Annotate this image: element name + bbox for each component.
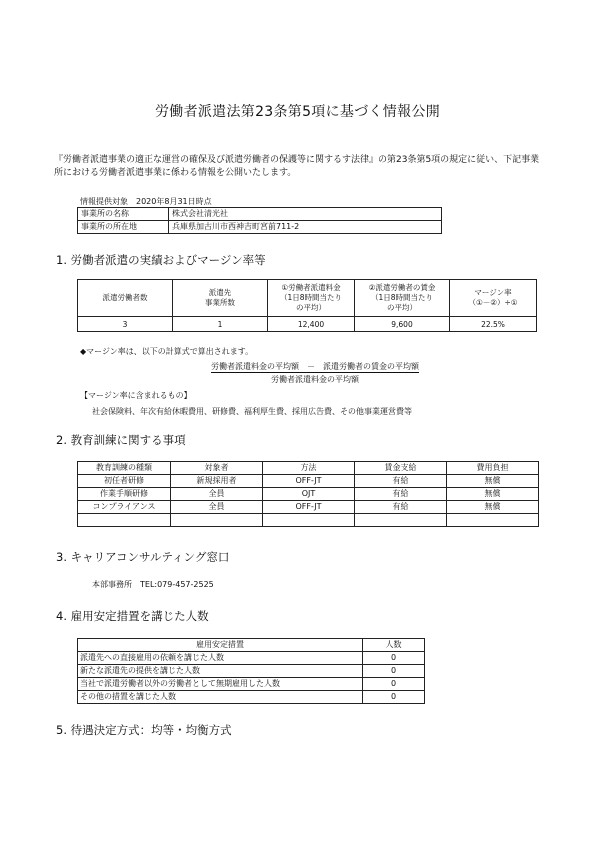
table-cell: 派遣先への直接雇用の依頼を講じた人数 (78, 652, 363, 665)
table-row (78, 317, 537, 332)
table-cell: 0 (363, 665, 425, 678)
col-header: 対象者 (171, 462, 263, 475)
office-address-value: 兵庫県加古川市西神吉町宮前711-2 (169, 221, 442, 234)
col-header: 賃金支給 (355, 462, 447, 475)
table-row (78, 221, 442, 234)
table-row (78, 691, 425, 704)
col-header: マージン率 （①－②）÷① (450, 280, 537, 317)
col-header: 人数 (363, 639, 425, 652)
col-header: ②派遣労働者の賃金 （1日8時間当たり の平均） (355, 280, 450, 317)
table-cell: OFF-JT (263, 475, 355, 488)
section3-heading: 3. キャリアコンサルティング窓口 (56, 550, 230, 564)
col-header: 費用負担 (447, 462, 539, 475)
table-row (78, 678, 425, 691)
section5-heading: 5. 待遇決定方式：均等・均衡方式 (56, 723, 232, 737)
table-row (78, 501, 539, 514)
table-cell: 全員 (171, 488, 263, 501)
intro-text: 『労働者派遣事業の適正な運営の確保及び派遣労働者の保護等に関するす法律』の第23条第5項の規定に従い、下記事業所における労働者派遣事業に係わる情報を公開いたします。 (54, 155, 540, 178)
section4-heading: 4. 雇用安定措置を講じた人数 (56, 609, 209, 623)
margin-formula (180, 361, 450, 385)
table-cell: 0 (363, 691, 425, 704)
table-cell: 当社で派遣労働者以外の労働者として無期雇用した人数 (78, 678, 363, 691)
col-header: 派遣先 事業所数 (173, 280, 268, 317)
table-cell: 9,600 (355, 317, 450, 332)
table-cell: 有給 (355, 475, 447, 488)
table-cell: 0 (363, 678, 425, 691)
table-cell (263, 514, 355, 527)
table-cell (78, 514, 171, 527)
margin-note: ◆マージン率は、以下の計算式で算出されます。 (80, 347, 254, 356)
table-row (78, 475, 539, 488)
office-address-label: 事業所の所在地 (78, 221, 169, 234)
col-header: ①労働者派遣料金 （1日8時間当たり の平均） (268, 280, 355, 317)
table-row (78, 208, 442, 221)
table-cell: 無償 (447, 501, 539, 514)
included-title: 【マージン率に含まれるもの】 (80, 391, 192, 400)
col-header: 方法 (263, 462, 355, 475)
table-cell: 無償 (447, 488, 539, 501)
table-row (78, 652, 425, 665)
table-cell: 無償 (447, 475, 539, 488)
table-cell: 作業手順研修 (78, 488, 171, 501)
table-header-row (78, 462, 539, 475)
table-cell: 22.5% (450, 317, 537, 332)
formula-numerator: 労働者派遣料金の平均額 － 派遣労働者の賃金の平均額 (211, 362, 419, 371)
training-table (77, 461, 539, 527)
section2-heading: 2. 教育訓練に関する事項 (56, 433, 186, 447)
page-title: 労働者派遣法第23条第5項に基づく情報公開 (154, 104, 441, 120)
career-contact: 本部事務所 TEL:079-457-2525 (92, 580, 214, 589)
table-cell: OFF-JT (263, 501, 355, 514)
col-header: 教育訓練の種類 (78, 462, 171, 475)
table-cell: 1 (173, 317, 268, 332)
table-cell: 12,400 (268, 317, 355, 332)
table-row (78, 514, 539, 527)
table-cell: 全員 (171, 501, 263, 514)
section1-heading: 1. 労働者派遣の実績およびマージン率等 (56, 253, 266, 267)
office-name-value: 株式会社清光社 (169, 208, 442, 221)
table-cell: 0 (363, 652, 425, 665)
col-header: 雇用安定措置 (78, 639, 363, 652)
formula-denominator: 労働者派遣料金の平均額 (271, 375, 359, 384)
table-cell (447, 514, 539, 527)
table-cell: コンプライアンス (78, 501, 171, 514)
table-header-row (78, 280, 537, 317)
col-header: 派遣労働者数 (78, 280, 173, 317)
table-cell: 新規採用者 (171, 475, 263, 488)
table-cell: 有給 (355, 501, 447, 514)
table-cell: 初任者研修 (78, 475, 171, 488)
table-row (78, 665, 425, 678)
employment-table (77, 638, 425, 704)
table-cell: 3 (78, 317, 173, 332)
margin-table (77, 279, 537, 332)
info-date-line: 情報提供対象 2020年8月31日時点 (80, 197, 212, 206)
included-text: 社会保険料、年次有給休暇費用、研修費、福利厚生費、採用広告費、その他事業運営費等 (92, 407, 412, 416)
office-info-table (77, 207, 442, 234)
table-cell: その他の措置を講じた人数 (78, 691, 363, 704)
table-cell: 有給 (355, 488, 447, 501)
table-cell: OJT (263, 488, 355, 501)
table-cell (171, 514, 263, 527)
table-cell: 新たな派遣先の提供を講じた人数 (78, 665, 363, 678)
table-cell (355, 514, 447, 527)
table-header-row (78, 639, 425, 652)
table-row (78, 488, 539, 501)
office-name-label: 事業所の名称 (78, 208, 169, 221)
